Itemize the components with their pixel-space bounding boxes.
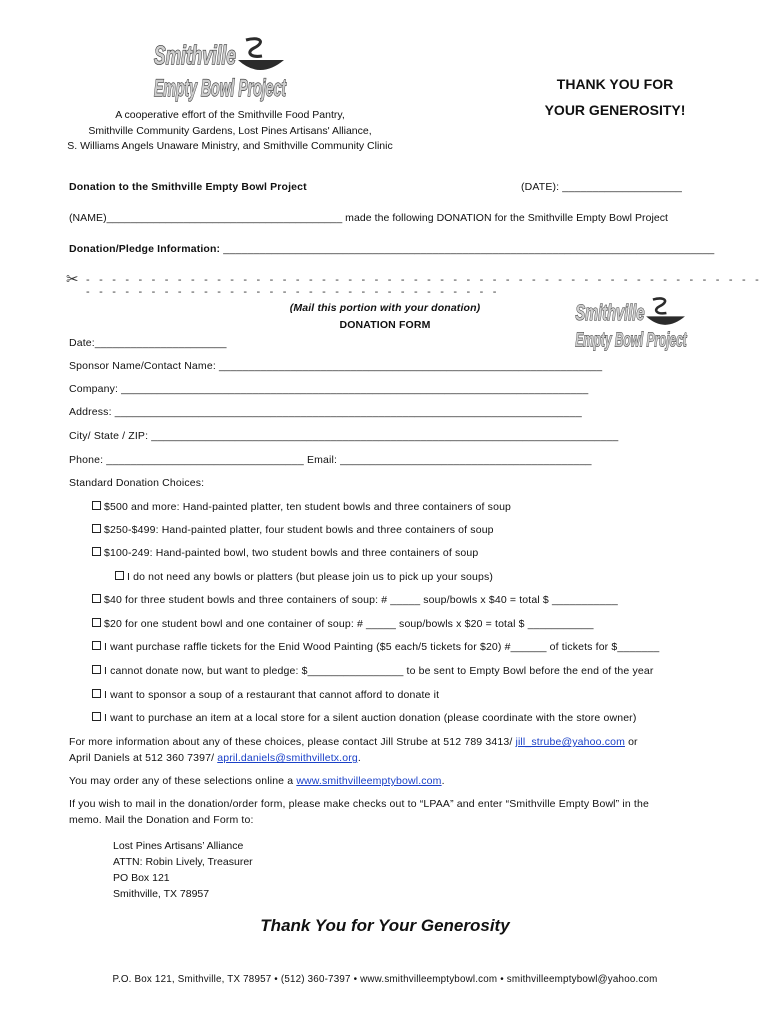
- mailing-address: [113, 838, 253, 902]
- logo-small-line2: Empty Bowl Project: [575, 329, 688, 352]
- checkbox[interactable]: [92, 689, 101, 698]
- address-line1: Lost Pines Artisans’ Alliance: [113, 840, 244, 852]
- sponsor-field[interactable]: Sponsor Name/Contact Name: ________________________________________________________________: [69, 360, 603, 372]
- coop-line1: A cooperative effort of the Smithville Food Pantry,: [115, 109, 345, 121]
- pledge-label: Donation/Pledge Information:: [69, 243, 221, 255]
- bowl-icon: [238, 39, 284, 70]
- address-line3: PO Box 121: [113, 872, 170, 884]
- page-footer: P.O. Box 121, Smithville, TX 78957 • (512) 360-7397 • www.smithvilleemptybowl.com • smithvilleemptybowl@yahoo.com: [112, 974, 658, 985]
- choice-sponsor-soup[interactable]: [92, 689, 439, 701]
- choice-label: I want to sponsor a soup of a restaurant that cannot afford to donate it: [104, 689, 440, 701]
- choice-label: $40 for three student bowls and three containers of soup: # _____ soup/bowls x $40 = total $ ___________: [104, 594, 618, 606]
- receipt-name-line[interactable]: (NAME)________________________________________ made the following DONATION for the Smithville Empty Bowl Project: [69, 212, 669, 224]
- contact-info-line1: [69, 736, 638, 748]
- mail-instructions-line1: If you wish to mail in the donation/order form, please make checks out to “LPAA” and enter “Smithville Empty Bowl” in the: [69, 798, 649, 810]
- logo-small-line1: Smithville: [575, 299, 645, 325]
- empty-bowl-logo: [150, 36, 290, 102]
- choice-label: $500 and more: Hand-painted platter, ten student bowls and three containers of soup: [104, 501, 512, 513]
- choice-500[interactable]: [92, 501, 511, 513]
- pledge-info-line[interactable]: [69, 243, 714, 255]
- receipt-title: Donation to the Smithville Empty Bowl Project: [69, 181, 307, 193]
- coop-line2: Smithville Community Gardens, Lost Pines Artisans' Alliance,: [88, 124, 372, 137]
- address-field[interactable]: Address: ______________________________________________________________________________: [69, 406, 582, 418]
- pledge-blank: __________________________________________________________________________________: [220, 243, 715, 255]
- choice-40[interactable]: [92, 594, 618, 606]
- donation-form-title: DONATION FORM: [339, 319, 431, 331]
- website-link[interactable]: www.smithvilleemptybowl.com: [296, 775, 442, 787]
- checkbox[interactable]: [92, 618, 101, 627]
- logo-line2: Empty Bowl Project: [154, 75, 287, 102]
- contact-text: For more information about any of these choices, please contact Jill Strube at 512 789 3413/: [69, 736, 516, 748]
- choice-250[interactable]: [92, 524, 494, 536]
- choice-20[interactable]: [92, 618, 594, 630]
- choice-no-bowls[interactable]: [115, 571, 493, 583]
- company-field[interactable]: Company: ______________________________________________________________________________: [69, 383, 589, 395]
- thank-you-closing: Thank You for Your Generosity: [260, 916, 510, 935]
- form-date-field[interactable]: Date:______________________: [69, 337, 227, 349]
- checkbox[interactable]: [92, 501, 101, 510]
- contact-text: or: [625, 736, 638, 748]
- receipt-date-field[interactable]: (DATE): ____________________: [521, 181, 683, 193]
- scissors-icon: ✂: [66, 271, 79, 288]
- order-text-end: .: [441, 775, 445, 787]
- checkbox[interactable]: [92, 712, 101, 721]
- order-text: You may order any of these selections online a: [69, 775, 297, 787]
- checkbox[interactable]: [115, 571, 124, 580]
- april-email-link[interactable]: april.daniels@smithvilletx.org: [217, 752, 358, 764]
- choice-label: I want to purchase an item at a local store for a silent auction donation (please coordinate with the store owner): [104, 712, 637, 724]
- choice-label: I want purchase raffle tickets for the Enid Wood Painting ($5 each/5 tickets for $20) #______ of tickets for $_______: [104, 641, 660, 653]
- cut-line: - - - - - - - - - - - - - - - - - - - - - - - - - - - - - - - - - - - - - - - - - - - - - - - - - - - - - - - - - - - - - - - - - - - - - - - - - - - - - - - - - - - -: [86, 274, 762, 298]
- thank-you-heading-line1: THANK YOU FOR: [556, 76, 674, 92]
- coop-line3: S. Williams Angels Unaware Ministry, and Smithville Community Clinic: [67, 140, 393, 152]
- order-online-line: [69, 775, 445, 787]
- contact-text: .: [357, 752, 361, 764]
- choice-label: $250-$499: Hand-painted platter, four student bowls and three containers of soup: [104, 524, 494, 536]
- choice-raffle[interactable]: [92, 641, 659, 653]
- city-state-zip-field[interactable]: City/ State / ZIP: ______________________________________________________________________________: [69, 430, 619, 442]
- checkbox[interactable]: [92, 641, 101, 650]
- phone-email-field[interactable]: Phone: _________________________________ Email: __________________________________________: [69, 454, 592, 466]
- choice-label: I do not need any bowls or platters (but please join us to pick up your soups): [127, 571, 493, 583]
- jill-email-link[interactable]: jill_strube@yahoo.com: [515, 736, 625, 748]
- choice-silent-auction[interactable]: [92, 712, 636, 724]
- logo-line1: Smithville: [154, 40, 236, 70]
- address-line4: Smithville, TX 78957: [113, 888, 210, 900]
- mail-instructions-line2: memo. Mail the Donation and Form to:: [69, 814, 254, 826]
- thank-you-heading-line2: YOUR GENEROSITY!: [544, 102, 686, 118]
- checkbox[interactable]: [92, 524, 101, 533]
- contact-info-line2: [69, 752, 361, 764]
- checkbox[interactable]: [92, 665, 101, 674]
- choice-100[interactable]: [92, 547, 478, 559]
- choice-label: $100-249: Hand-painted bowl, two student bowls and three containers of soup: [104, 547, 479, 559]
- choices-label: Standard Donation Choices:: [69, 477, 205, 489]
- choice-pledge[interactable]: [92, 665, 653, 677]
- mail-note: (Mail this portion with your donation): [289, 302, 481, 314]
- checkbox[interactable]: [92, 594, 101, 603]
- cooperative-statement: [40, 108, 420, 155]
- address-line2: ATTN: Robin Lively, Treasurer: [113, 856, 253, 868]
- contact-text: April Daniels at 512 360 7397/: [69, 752, 218, 764]
- checkbox[interactable]: [92, 547, 101, 556]
- choice-label: I cannot donate now, but want to pledge: $________________ to be sent to Empty Bowl before the end of the year: [104, 665, 654, 677]
- choice-label: $20 for one student bowl and one container of soup: # _____ soup/bowls x $20 = total $ ___________: [104, 618, 594, 630]
